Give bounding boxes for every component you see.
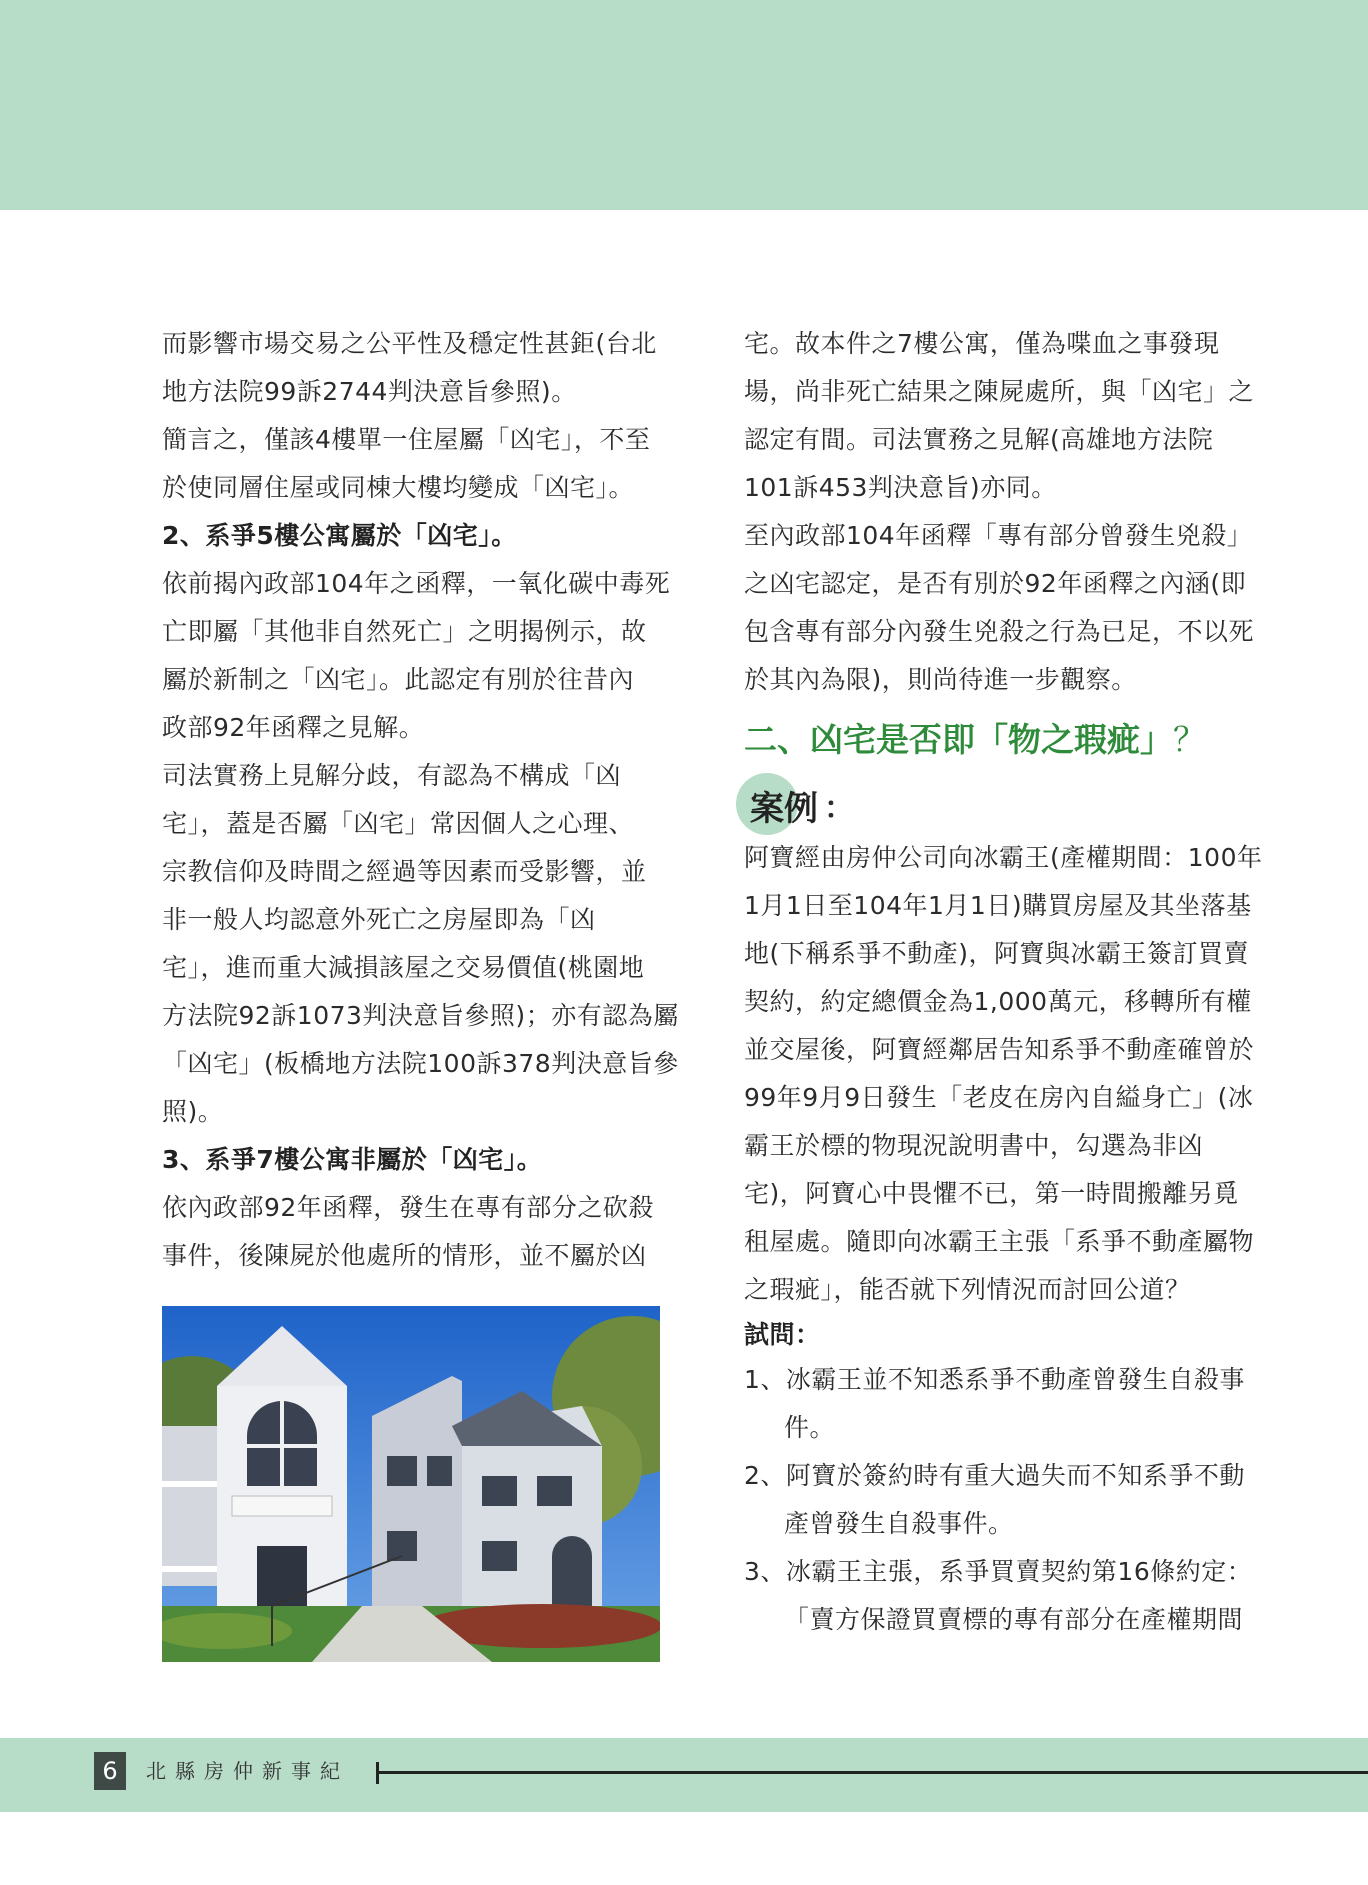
left-subheading-2: 2、系爭5樓公寓屬於「凶宅」。 [162,521,517,550]
case-line-6: 99年9月9日發生「老皮在房內自縊身亡」(冰 [744,1083,1254,1112]
page-number: 6 [94,1752,126,1790]
magazine-title: 北縣房仲新事紀 [146,1759,349,1783]
right-line-4: 101訴453判決意旨)亦同。 [744,473,1057,502]
question-1-line-1: 1、冰霸王並不知悉系爭不動產曾發生自殺事 [744,1365,1245,1394]
question-2-line-1: 2、阿寶於簽約時有重大過失而不知系爭不動 [744,1461,1245,1490]
case-label: 案例 [744,781,824,830]
top-decorative-band [0,0,1368,210]
left-line-16: 「凶宅」(板橋地方法院100訴378判決意旨參 [162,1049,679,1078]
section-heading-question-mark: ？ [1173,720,1206,759]
left-subheading-3: 3、系爭7樓公寓非屬於「凶宅」。 [162,1145,543,1174]
case-line-10: 之瑕疵」，能否就下列情況而討回公道？ [744,1275,1191,1304]
left-line-9: 政部92年函釋之見解。 [162,713,425,742]
footer-rule [376,1771,1368,1774]
questions-label: 試問： [744,1320,821,1349]
case-line-1: 阿寶經由房仲公司向冰霸王(產權期間：100年 [744,843,1263,872]
left-line-14: 宅」，進而重大減損該屋之交易價值(桃園地 [162,953,645,982]
right-line-2: 場，尚非死亡結果之陳屍處所，與「凶宅」之 [744,377,1255,406]
left-line-2: 地方法院99訴2744判決意旨參照)。 [162,377,577,406]
case-line-4: 契約，約定總價金為1,000萬元，移轉所有權 [744,987,1252,1016]
left-line-19: 依內政部92年函釋，發生在專有部分之砍殺 [162,1193,654,1222]
section-heading-text: 二、凶宅是否即「物之瑕疵」 [744,720,1173,759]
question-3-line-1: 3、冰霸王主張，系爭買賣契約第16條約定： [744,1557,1253,1586]
case-label-colon: ： [824,791,854,826]
left-line-13: 非一般人均認意外死亡之房屋即為「凶 [162,905,596,934]
left-line-17: 照)。 [162,1097,224,1126]
case-line-3: 地(下稱系爭不動產)，阿寶與冰霸王簽訂買賣 [744,939,1250,968]
case-line-7: 霸王於標的物現況說明書中，勾選為非凶 [744,1131,1204,1160]
right-line-3: 認定有間。司法實務之見解(高雄地方法院 [744,425,1214,454]
left-text-column [162,320,679,1280]
case-line-5: 並交屋後，阿寶經鄰居告知系爭不動產確曾於 [744,1035,1255,1064]
left-line-20: 事件，後陳屍於他處所的情形，並不屬於凶 [162,1241,647,1270]
left-line-1: 而影響市場交易之公平性及穩定性甚鉅(台北 [162,329,657,358]
right-line-6: 之凶宅認定，是否有別於92年函釋之內涵(即 [744,569,1247,598]
left-line-8: 屬於新制之「凶宅」。此認定有別於往昔內 [162,665,635,694]
left-line-12: 宗教信仰及時間之經過等因素而受影響，並 [162,857,647,886]
question-2-line-2: 產曾發生自殺事件。 [784,1509,1014,1538]
section-heading [744,704,1249,776]
left-line-15: 方法院92訴1073判決意旨參照)；亦有認為屬 [162,1001,679,1030]
case-label-row [744,776,1249,834]
left-line-3: 簡言之，僅該4樓單一住屋屬「凶宅」，不至 [162,425,651,454]
left-line-11: 宅」，蓋是否屬「凶宅」常因個人之心理、 [162,809,635,838]
left-line-7: 亡即屬「其他非自然死亡」之明揭例示，故 [162,617,647,646]
right-line-7: 包含專有部分內發生兇殺之行為已足，不以死 [744,617,1255,646]
right-line-8: 於其內為限)，則尚待進一步觀察。 [744,665,1137,694]
case-line-9: 租屋處。隨即向冰霸王主張「系爭不動產屬物 [744,1227,1255,1256]
left-line-10: 司法實務上見解分歧，有認為不構成「凶 [162,761,622,790]
case-line-8: 宅)，阿寶心中畏懼不已，第一時間搬離另覓 [744,1179,1239,1208]
right-line-1: 宅。故本件之7樓公寓，僅為喋血之事發現 [744,329,1220,358]
question-1-line-2: 件。 [784,1413,836,1442]
case-line-2: 1月1日至104年1月1日)購買房屋及其坐落基 [744,891,1252,920]
question-3-line-2: 「賣方保證買賣標的專有部分在產權期間 [784,1605,1244,1634]
left-line-6: 依前揭內政部104年之函釋，一氧化碳中毒死 [162,569,671,598]
apartment-building-photo [162,1306,660,1662]
right-text-column [744,320,1263,1644]
right-line-5: 至內政部104年函釋「專有部分曾發生兇殺」 [744,521,1253,550]
left-line-4: 於使同層住屋或同棟大樓均變成「凶宅」。 [162,473,635,502]
